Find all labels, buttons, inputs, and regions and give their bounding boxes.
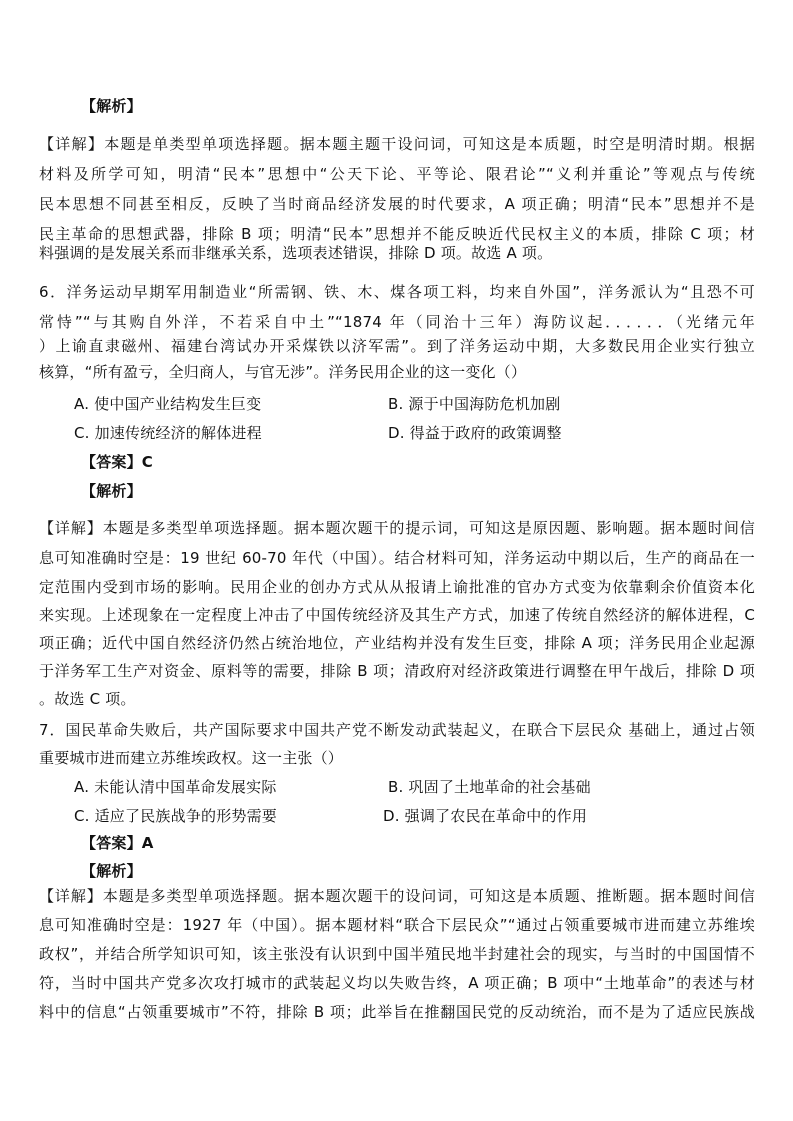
q7-analysis-label: 【解析】 xyxy=(81,862,142,880)
q6-option-d: D. 得益于政府的政策调整 xyxy=(388,424,562,442)
q5-analysis-label: 【解析】 xyxy=(81,97,142,115)
q6-answer: 【答案】C xyxy=(81,453,154,471)
q7-option-b: B. 巩固了土地革命的社会基础 xyxy=(388,778,591,796)
q5-detail-line-3: 民本思想不同甚至相反，反映了当时商品经济发展的时代要求，A 项正确；明清“民本”思想并不是 xyxy=(39,195,755,213)
q6-analysis-label: 【解析】 xyxy=(81,482,142,500)
q5-detail-line-5: 料强调的是发展关系而非继承关系，选项表述错误，排除 D 项。故选 A 项。 xyxy=(39,244,553,262)
q7-option-d: D. 强调了农民在革命中的作用 xyxy=(383,807,588,825)
q7-detail-line-5: 料中的信息“占领重要城市”不符，排除 B 项；此举旨在推翻国民党的反动统治，而不是为了适应民族战 xyxy=(39,1003,755,1021)
q7-detail-line-4: 符，当时中国共产党多次攻打城市的武装起义均以失败告终，A 项正确；B 项中“土地革命”的表述与材 xyxy=(39,974,755,992)
q6-option-c: C. 加速传统经济的解体进程 xyxy=(74,424,262,442)
q6-detail-line-4: 来实现。上述现象在一定程度上冲击了中国传统经济及其生产方式，加速了传统自然经济的解体进程，C xyxy=(39,606,755,624)
q6-detail-line-7: 。故选 C 项。 xyxy=(39,690,136,708)
q6-stem-line-2: 常恃”“与其购自外洋，不若采自中土”“1874 年（同治十三年）海防议起．．．．．．（光绪元年 xyxy=(39,313,755,331)
q5-detail-line-1: 【详解】本题是单类型单项选择题。据本题主题干设问词，可知这是本质题，时空是明清时期。根据 xyxy=(39,135,755,153)
q7-option-a: A. 未能认清中国革命发展实际 xyxy=(74,778,277,796)
q7-stem-line-1: 7．国民革命失败后，共产国际要求中国共产党不断发动武装起义，在联合下层民众 基础上，通过占领 xyxy=(39,721,755,739)
q7-detail-line-2: 息可知准确时空是：1927 年（中国）。据本题材料“联合下层民众”“通过占领重要城市进而建立苏维埃 xyxy=(39,916,755,934)
q6-detail-line-5: 项正确；近代中国自然经济仍然占统治地位，产业结构并没有发生巨变，排除 A 项；洋务民用企业起源 xyxy=(39,634,755,652)
q6-option-a: A. 使中国产业结构发生巨变 xyxy=(74,395,262,413)
q7-option-c: C. 适应了民族战争的形势需要 xyxy=(74,807,278,825)
q7-stem-line-2: 重要城市进而建立苏维埃政权。这一主张（） xyxy=(39,749,344,767)
q6-detail-line-2: 息可知准确时空是：19 世纪 60-70 年代（中国）。结合材料可知，洋务运动中期以后，生产的商品在一 xyxy=(39,549,755,567)
q6-detail-line-1: 【详解】本题是多类型单项选择题。据本题次题干的提示词，可知这是原因题、影响题。据本题时间信 xyxy=(39,519,755,537)
q6-detail-line-6: 于洋务军工生产对资金、原料等的需要，排除 B 项；清政府对经济政策进行调整在甲午战后，排除 D 项 xyxy=(39,662,755,680)
q6-stem-line-3: ）上谕直隶磁州、福建台湾试办开采煤铁以济军需”。到了洋务运动中期，大多数民用企业实行独立 xyxy=(39,337,755,355)
q6-option-b: B. 源于中国海防危机加剧 xyxy=(388,395,561,413)
q7-detail-line-1: 【详解】本题是多类型单项选择题。据本题次题干的设问词，可知这是本质题、推断题。据本题时间信 xyxy=(39,887,755,905)
q5-detail-line-2: 材料及所学可知，明清“民本”思想中“公天下论、平等论、限君论”“义利并重论”等观点与传统 xyxy=(39,165,755,183)
q6-detail-line-3: 定范围内受到市场的影响。民用企业的创办方式从从报请上谕批准的官办方式变为依靠剩余价值资本化 xyxy=(39,578,755,596)
q7-detail-line-3: 政权”，并结合所学知识可知，该主张没有认识到中国半殖民地半封建社会的现实，与当时的中国国情不 xyxy=(39,945,755,963)
q5-detail-line-4: 民主革命的思想武器，排除 B 项；明清“民本”思想并不能反映近代民权主义的本质，排除 C 项；材 xyxy=(39,225,755,243)
q6-stem-line-1: 6．洋务运动早期军用制造业“所需钢、铁、木、煤各项工料，均来自外国”，洋务派认为“且恐不可 xyxy=(39,283,755,301)
q6-stem-line-4: 核算，“所有盈亏，全归商人，与官无涉”。洋务民用企业的这一变化（） xyxy=(39,363,527,381)
q7-answer: 【答案】A xyxy=(81,834,154,852)
